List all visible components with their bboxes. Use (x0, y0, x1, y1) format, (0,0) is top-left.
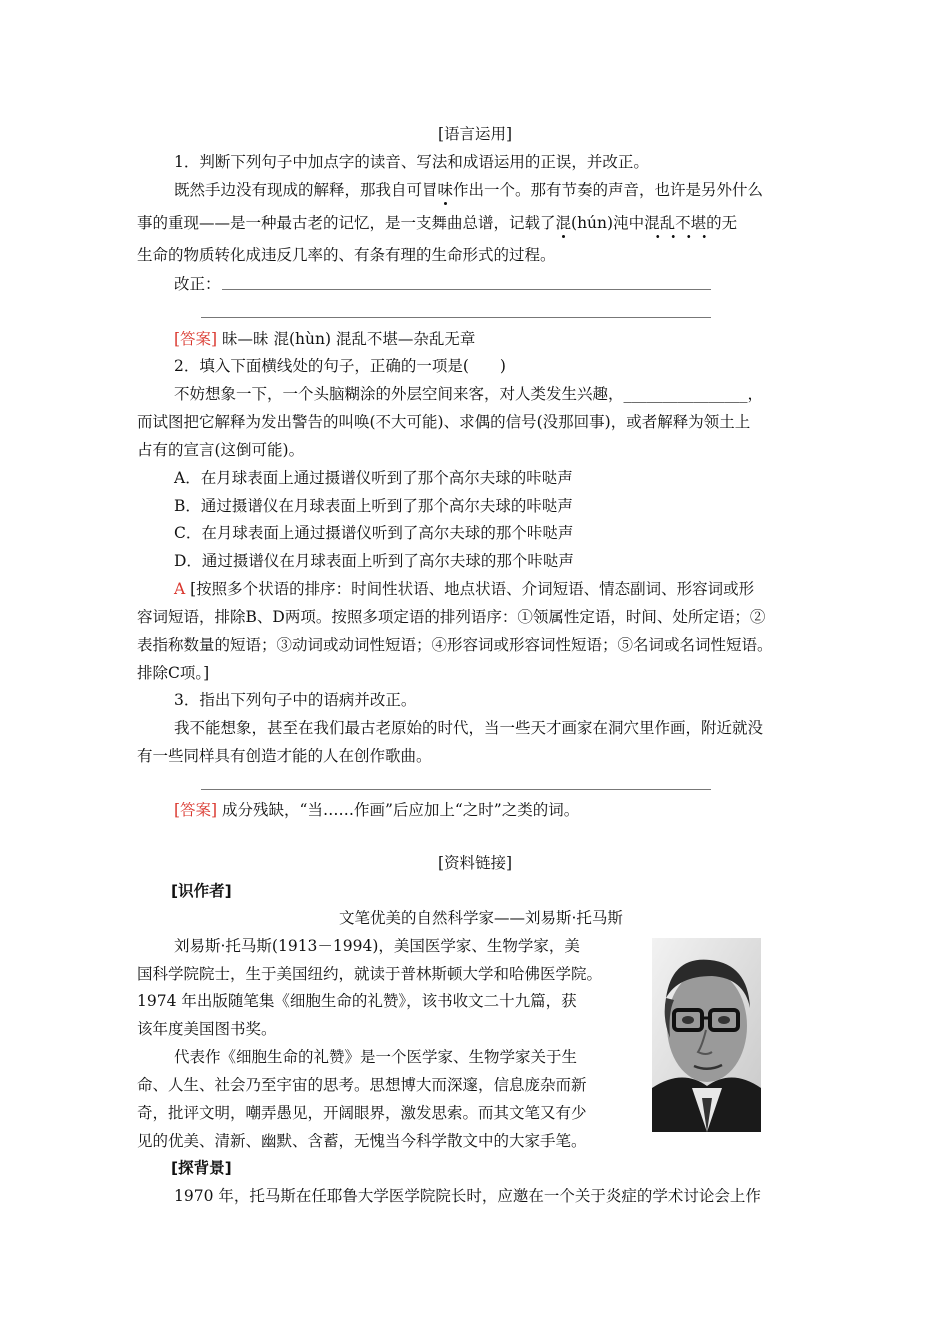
author-work-line: 奇，批评文明，嘲弄愚见，开阔眼界，激发思索。而其文笔又有少 (137, 1104, 587, 1122)
portrait-image (652, 938, 761, 1132)
q2-option-a: A．在月球表面上通过摄谱仪听到了那个高尔夫球的咔哒声 (174, 469, 573, 487)
q3-stem: 3．指出下列句子中的语病并改正。 (174, 691, 417, 709)
dotted-idiom: 混乱不堪 (644, 214, 706, 232)
answer-blank-line (222, 289, 711, 290)
answer-tag: [答案] (174, 801, 218, 819)
background-line1: 1970 年，托马斯在任耶鲁大学医学院院长时，应邀在一个关于炎症的学术讨论会上作 (174, 1187, 761, 1205)
author-work-line: 见的优美、清新、幽默、含蓄，无愧当今科学散文中的大家手笔。 (137, 1132, 587, 1150)
q3-passage-line2: 有一些同样具有创造才能的人在创作歌曲。 (137, 747, 432, 765)
q1-correction-label: 改正： (174, 275, 221, 293)
author-work-line: 代表作《细胞生命的礼赞》是一个医学家、生物学家关于生 (174, 1048, 578, 1066)
q2-option-c: C．在月球表面上通过摄谱仪听到了高尔夫球的那个咔哒声 (174, 524, 574, 542)
q2-passage-line2: 而试图把它解释为发出警告的叫唤(不大可能)、求偶的信号(没那回事)，或者解释为领土上 (137, 413, 751, 431)
q1-stem: 1．判断下列句子中加点字的读音、写法和成语运用的正误，并改正。 (174, 153, 649, 171)
author-bio-line: 刘易斯·托马斯(1913－1994)，美国医学家、生物学家，美 (174, 937, 580, 955)
author-portrait-photo (652, 938, 761, 1132)
q2-explanation-line3: 表指称数量的短语；③动词或动词性短语；④形容词或形容词性短语；⑤名词或名词性短语。 (137, 636, 773, 654)
q2-explanation-line4: 排除C项。] (137, 664, 210, 682)
q3-passage-line1: 我不能想象，甚至在我们最古老原始的时代，当一些天才画家在洞穴里作画，附近就没 (174, 719, 764, 737)
section-title-resource-links: [资料链接] (437, 854, 513, 872)
author-bio-line: 该年度美国图书奖。 (137, 1020, 277, 1038)
q2-passage-line3: 占有的宣言(这倒可能)。 (137, 441, 305, 459)
q2-option-d: D．通过摄谱仪在月球表面上听到了高尔夫球的那个咔哒声 (174, 552, 574, 570)
author-tag: [识作者] (171, 882, 232, 900)
q3-answer: [答案] 成分残缺，“当……作画”后应加上“之时”之类的词。 (174, 801, 580, 819)
q2-stem: 2．填入下面横线处的句子，正确的一项是( ) (174, 357, 506, 375)
q1-passage-line2: 事的重现——是一种最古老的记忆，是一支舞曲总谱，记载了混(hún)沌中混乱不堪 的无 (137, 213, 737, 233)
answer-tag: [答案] (174, 330, 218, 348)
q2-explanation-line1: A [按照多个状语的排序：时间性状语、地点状语、介词短语、情态副词、形容词或形 (174, 580, 755, 598)
answer-blank-line (201, 317, 711, 318)
dotted-char: 混 (555, 214, 572, 232)
q2-passage-line1: 不妨想象一下，一个头脑糊涂的外层空间来客，对人类发生兴趣，________________， (174, 385, 764, 403)
q1-answer: [答案] 昧—昧 混(hùn) 混乱不堪—杂乱无章 (174, 330, 476, 348)
answer-letter: A (174, 580, 186, 598)
q2-option-b: B．通过摄谱仪在月球表面上听到了那个高尔夫球的咔哒声 (174, 497, 573, 515)
q2-explanation-line2: 容词短语，排除B、D两项。按照多项定语的排列语序：①领属性定语，时间、处所定语；② (137, 608, 766, 626)
author-heading: 文笔优美的自然科学家——刘易斯·托马斯 (339, 909, 623, 927)
q1-passage-line3: 生命的物质转化成违反几率的、有条有理的生命形式的过程。 (137, 246, 556, 264)
author-bio-line: 国科学院院士，生于美国纽约，就读于普林斯顿大学和哈佛医学院。 (137, 965, 603, 983)
dotted-char: 味 (437, 181, 454, 199)
answer-blank-line (201, 789, 711, 790)
author-bio-line: 1974 年出版随笔集《细胞生命的礼赞》，该书收文二十九篇，获 (137, 992, 577, 1010)
section-title-language-use: [语言运用] (437, 125, 513, 143)
q1-passage-line1: 既然手边没有现成的解释，那我自可冒味作出一个。那有节奏的声音，也许是另外什么 (174, 181, 764, 199)
author-work-line: 命、人生、社会乃至宇宙的思考。思想博大而深邃，信息庞杂而新 (137, 1076, 587, 1094)
background-tag: [探背景] (171, 1159, 232, 1177)
